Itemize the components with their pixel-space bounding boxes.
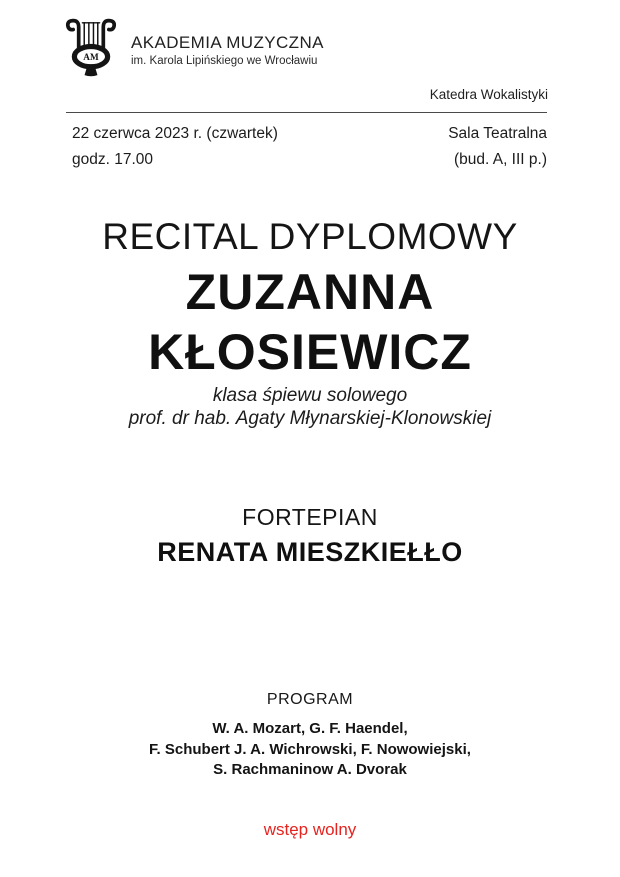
venue-detail: (bud. A, III p.)	[453, 151, 547, 168]
event-time: godz. 17.00	[72, 151, 154, 168]
program-line: F. Schubert J. A. Wichrowski, F. Nowowiejski,	[149, 740, 471, 758]
event-datetime	[72, 121, 278, 173]
program-heading: PROGRAM	[266, 691, 354, 708]
performer-name-line2: KŁOSIEWICZ	[148, 324, 472, 380]
class-info-line1: klasa śpiewu solowego	[212, 385, 408, 406]
recital-header	[0, 216, 620, 430]
class-info	[0, 385, 620, 430]
logo-monogram: AM	[83, 51, 99, 62]
accompanist-name: RENATA MIESZKIEŁŁO	[157, 537, 463, 567]
department-label: Katedra Wokalistyki	[429, 87, 548, 102]
recital-title: RECITAL DYPLOMOWY	[102, 216, 518, 257]
venue-name: Sala Teatralna	[448, 125, 547, 142]
header-divider	[66, 112, 547, 113]
accompanist-role: FORTEPIAN	[242, 504, 378, 530]
event-info	[72, 121, 547, 173]
academy-name-line2: im. Karola Lipińskiego we Wrocławiu	[131, 55, 318, 67]
event-date: 22 czerwca 2023 r. (czwartek)	[72, 125, 278, 142]
accompanist-section	[0, 503, 620, 568]
academy-name	[131, 29, 324, 67]
program-section	[0, 690, 620, 781]
program-line: S. Rachmaninow A. Dvorak	[213, 761, 407, 778]
performer-name-line1: ZUZANNA	[185, 264, 435, 320]
admission-note: wstęp wolny	[263, 820, 357, 839]
academy-logo	[60, 16, 324, 80]
performer-name	[0, 262, 620, 382]
program-line: W. A. Mozart, G. F. Haendel,	[212, 720, 408, 737]
lyre-icon	[60, 16, 122, 80]
class-info-line2: prof. dr hab. Agaty Młynarskiej-Klonowskiej	[128, 407, 492, 429]
event-venue	[448, 121, 547, 173]
program-composers	[0, 719, 620, 781]
academy-name-line1: AKADEMIA MUZYCZNA	[131, 33, 324, 52]
